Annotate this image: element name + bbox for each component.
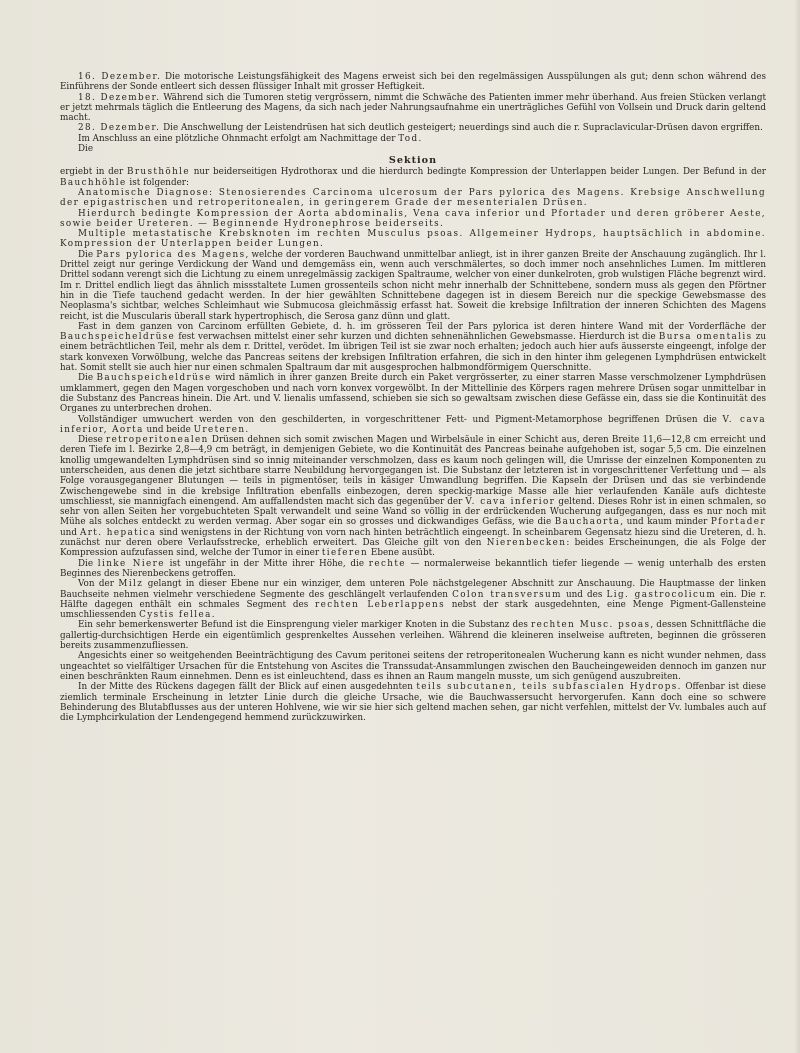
- paragraph-p13: [60, 415, 766, 436]
- body-text: Die: [78, 144, 94, 155]
- paragraph-p14: [60, 435, 766, 559]
- spaced-emphasis-text: Tod.: [398, 133, 423, 144]
- spaced-emphasis-text: V. cava inferior: [465, 496, 556, 507]
- body-text: und beide: [143, 424, 194, 435]
- text-block-before-heading: [60, 72, 766, 154]
- body-text: geltend. Dieses Rohr ist in einen schmalen, so sehr von allen Seiten her vorgebuchteten Spalt verwandelt und seine Wand so völlig in der erdrückenden Wucherung aufgegangen, dass es nur noch mit Mühe als solches entdeckt zu werden vermag. Aber sogar ein so grosses und dickwandiges Gefäss, wie die: [60, 496, 766, 528]
- spaced-emphasis-text: 18. Dezember.: [78, 92, 161, 103]
- text-block-after-heading: [60, 167, 766, 723]
- spaced-emphasis-text: Hierdurch bedingte Kompression der Aorta abdominalis, Vena cava inferior und Pfortader und deren gröberer Aeste, sowie beider Ureteren. — Beginnende Hydronephrose beiderseits.: [60, 208, 766, 229]
- body-text: : beides Erscheinungen, die als Folge der Kompression aufzufassen sind, welche der Tumor in einer: [60, 538, 766, 559]
- body-text: Diese: [78, 435, 106, 446]
- spaced-emphasis-text: Ureteren.: [193, 424, 250, 435]
- spaced-emphasis-text: Anatomische Diagnose: Stenosierendes Carcinoma ulcerosum der Pars pylorica des Magens. Krebsige Anschwellung der epigastrischen und retroperitonealen, in geringerem Grade der mesenterialen Drüsen.: [60, 187, 766, 209]
- paragraph-p2: [60, 93, 766, 124]
- body-text: und des: [561, 589, 607, 600]
- body-text: Fast in dem ganzen von Carcinom erfüllten Gebiete, d. h. im grösseren Teil der Pars pylorica ist deren hintere Wand mit der Vorderfläche der: [78, 321, 766, 332]
- body-text: ergiebt in der: [60, 167, 127, 178]
- spaced-emphasis-text: Lig. gastrocolicum: [606, 589, 717, 600]
- paragraph-p11: [60, 322, 766, 373]
- body-text: Drüsen dehnen sich somit zwischen Magen und Wirbelsäule in einer Schicht aus, deren Breite 11,6—12,8 cm erreicht und deren Tiefe im l. Bezirke 2,8—4,9 cm beträgt, in demjenigen Gebiete, wo die Kontinuität des Pancreas beinahe aufgehoben ist, sogar 5,5 cm. Die einzelnen knollig umgewandelten Lymphdrüsen sind so innig miteinander verschmolzen, dass es kaum noch gelingen will, die Umrisse der einzelnen Komponenten zu unterscheiden, aus denen die jetzt sichtbare starre Neubildung hervorgegangen ist. Die Substanz der letzteren ist in vorgeschrittener Verfettung und — als Folge vorausgegangener Blutungen — teils in pigmentöser, teils in käsiger Umwandlung begriffen. Die Kapseln der Drüsen und das sie verbindende Zwischengewebe sind in die krebsige Infiltration ebenfalls einbezogen, deren speckig-markige Masse alle hier verlaufenden Kanäle aufs dichteste umschliesst, sie mannigfach einengend. Am auffallendsten macht sich das gegenüber der: [60, 435, 766, 507]
- body-text: Die Anschwellung der Leistendrüsen hat sich deutlich gesteigert; neuerdings sind auch die r. Supraclavicular-Drüsen davon ergriffen.: [160, 123, 763, 134]
- spaced-emphasis-text: linke Niere: [97, 558, 165, 569]
- paragraph-p19: [60, 682, 766, 723]
- body-text: und: [60, 527, 80, 538]
- body-text: Während sich die Tumoren stetig vergrössern, nimmt die Schwäche des Patienten immer mehr überhand. Aus freien Stücken verlangt er jetzt mehrmals täglich die Entleerung des Magens, da sich nach jeder Nahrungsaufnahme ein unerträgliches Gefühl von Vollsein und Druck darin geltend macht.: [60, 92, 766, 124]
- body-text: gelangt in dieser Ebene nur ein winziger, dem unteren Pole nächstgelegener Abschnitt zur Anschauung. Die Hauptmasse der linken Bauchseite nehmen vielmehr verschiedene Segmente des geschlängelt verlaufenden: [60, 579, 766, 600]
- paragraph-p8: [60, 209, 766, 230]
- body-text: — normalerweise bekanntlich tiefer liegende — wenig unterhalb des ersten Beginnes des Nierenbeckens getroffen.: [60, 558, 766, 579]
- body-text: Die: [78, 373, 97, 384]
- paragraph-p5: [60, 144, 766, 154]
- spaced-emphasis-text: 16. Dezember.: [78, 72, 162, 82]
- body-text: Ein sehr bemerkenswerter Befund ist die Einsprengung vieler markiger Knoten in die Substanz des: [78, 620, 532, 631]
- spaced-emphasis-text: rechten Leberlappens: [315, 599, 445, 610]
- spaced-emphasis-text: Bauchaorta: [554, 517, 621, 528]
- spaced-emphasis-text: Bauchspeicheldrüse: [60, 332, 176, 343]
- spaced-emphasis-text: Nierenbecken: [486, 538, 567, 549]
- body-text: zu einem beträchtlichen Teil, mehr als dem r. Drittel, verödet. Im übrigen Teil ist sie zwar noch erhalten; jedoch auch hier aufs äusserste eingeengt, infolge der stark konvexen Vorwölbung, welche das Pancreas seitens der krebsigen Infiltration erfahren, die sich in den hinter ihm gelegenen Lymphdrüsen entwickelt hat. Somit stellt sie auch hier nur einen schmalen Spaltraum dar mit ausgesprochen halbmondförmigem Querschnitte.: [60, 332, 766, 374]
- body-text: ist folgender:: [126, 177, 189, 188]
- paragraph-p7: [60, 188, 766, 209]
- body-text: Die motorische Leistungsfähigkeit des Magens erweist sich bei den regelmässigen Ausspülungen als gut; denn schon während des Einführens der Sonde entleert sich dessen flüssiger Inhalt mit grosser Heftigkeit.: [60, 72, 766, 93]
- paragraph-p18: [60, 651, 766, 682]
- body-text: Vollständiger umwuchert werden von den geschilderten, in vorgeschrittener Fett- und Pigment-Metamorphose begriffenen Drüsen die: [78, 414, 723, 425]
- spaced-emphasis-text: Bursa omentalis: [658, 332, 753, 343]
- paragraph-p10: [60, 250, 766, 322]
- body-text: nebst der stark ausgedehnten, eine Menge Pigment-Gallensteine umschliessenden: [60, 599, 766, 621]
- body-text: fest verwachsen mittelst einer sehr kurzen und dichten sehnenähnlichen Gewebsmasse. Hierdurch ist die: [175, 332, 659, 343]
- body-text: Von der: [78, 579, 119, 590]
- body-text: Ebene ausübt.: [368, 548, 435, 559]
- spaced-emphasis-text: Pfortader: [710, 517, 766, 528]
- body-text: wird nämlich in ihrer ganzen Breite durch ein Paket vergrösserter, zu einer starren Masse verschmolzener Lymphdrüsen umklammert, gegen den Magen vorgeschoben und nach vorn konvex vorgewölbt. In der Mittellinie des Körpers ragen mehrere Drüsen sogar unmittelbar in die Substanz des Pancreas hinein. Die Art. und V. lienalis umfassend, schieben sie sich so gewaltsam zwischen diese Gefässe ein, dass sie die Kontinuität des Organes zu unterbrechen drohen.: [60, 373, 766, 415]
- spaced-emphasis-text: Brusthöhle: [126, 167, 190, 178]
- spaced-emphasis-text: retroperitonealen: [105, 435, 209, 446]
- body-text: , und kaum minder: [620, 517, 711, 528]
- spaced-emphasis-text: tieferen: [321, 548, 369, 559]
- body-text: Offenbar ist diese ziemlich terminale Erscheinung in letzter Linie durch die gleiche Ursache, wie die Bauchwassersucht hervorgerufen. Kann doch eine so schwere Behinderung des Blutabflusses aus der unteren Hohlvene, wie wir sie hier sich geltend machen sehen, gar nicht verfehlen, mittelst der Vv. lumbales auch auf die Lymphcirkulation der Lendengegend hemmend zurückzuwirken.: [60, 682, 766, 724]
- spaced-emphasis-text: Multiple metastatische Krebsknoten im rechten Musculus psoas. Allgemeiner Hydrops, hauptsächlich in abdomine. Kompression der Unterlappen beider Lungen.: [60, 229, 766, 250]
- body-text: Im Anschluss an eine plötzliche Ohnmacht erfolgt am Nachmittage der: [78, 133, 399, 144]
- body-text: sind wenigstens in der Richtung von vorn nach hinten beträchtlich eingeengt. In scheinbarem Gegensatz hiezu sind die Ureteren, d. h. zunächst nur deren obere Verlaufsstrecke, erheblich erweitert. Das Gleiche gilt von den: [60, 527, 767, 549]
- spaced-emphasis-text: Bauchspeicheldrüse: [96, 373, 212, 384]
- paragraph-p4: [60, 134, 766, 144]
- spaced-emphasis-text: Art. hepatica: [79, 527, 157, 538]
- body-text: ist ungefähr in der Mitte ihrer Höhe, die: [164, 558, 369, 569]
- body-text: Angesichts einer so weitgehenden Beeinträchtigung des Cavum peritonei seitens der retroperitonealen Wucherung kann es nicht wunder nehmen, dass ungeachtet so vielfältiger Ursachen für die Entstehung von Ascites die Transsudat-Ansammlungen zwischen den Baucheingeweiden dennoch im ganzen nur einen beschränkten Raum einnehmen. Denn es ist einleuchtend, dass es ihnen an Raum mangeln musste, um sich genügend auszubreiten.: [60, 651, 766, 682]
- paragraph-p9: [60, 229, 766, 250]
- body-text: Die: [78, 558, 98, 569]
- spaced-emphasis-text: rechten Musc. psoas: [531, 620, 651, 631]
- body-text: , dessen Schnittfläche die gallertig-durchsichtigen Herde ein eigentümlich gesprenkeltes Aussehen verleihen. Während die kleineren inselweise auftreten, beginnen die grösseren bereits zusammenzufliessen.: [60, 620, 767, 652]
- paragraph-p15: [60, 559, 766, 580]
- body-text: , welche der vorderen Bauchwand unmittelbar anliegt, ist in ihrer ganzen Breite der Anschauung zugänglich. Ihr l. Drittel zeigt nur geringe Verdickung der Wand und demgemäss ein, wenn auch verschmälertes, so doch immer noch ansehnliches Lumen. Im mittleren Drittel sodann verengt sich die Lichtung zu einem unregelmässig zackigen Spaltraume, welcher von einer dunkelroten, grob wulstigen Fläche begrenzt wird. Im r. Drittel endlich liegt das ähnlich missstaltete Lumen grossenteils schon nicht mehr innerhalb der Schnittebene, sondern muss als gegen den Pförtner hin in die Tiefe tauchend gedacht werden. In der hier gewählten Schnittebene dagegen ist in diesem Bereich nur die speckige Gewebsmasse des Neoplasma's sichtbar, welches Schleimhaut wie Submucosa gleichmässig erfasst hat. Soweit die krebsige Infiltration der inneren Schichten des Magens reicht, ist die Muscularis überall stark hypertrophisch, die Serosa ganz dünn und glatt.: [60, 249, 766, 322]
- paragraph-p12: [60, 373, 766, 414]
- body-text: In der Mitte des Rückens dagegen fällt der Blick auf einen ausgedehnten: [78, 682, 417, 693]
- spaced-emphasis-text: Colon transversum: [452, 589, 562, 600]
- paragraph-p1: [60, 72, 766, 93]
- body-text: ein. Die r. Hälfte dagegen enthält ein schmales Segment des: [60, 589, 767, 610]
- body-text: nur beiderseitigen Hydrothorax und die hierdurch bedingte Kompression der Unterlappen beider Lungen. Der Befund in der: [190, 167, 767, 178]
- spaced-emphasis-text: rechte: [368, 558, 406, 569]
- section-heading: Sektion: [388, 155, 438, 167]
- spaced-emphasis-text: Bauchhöhle: [60, 177, 127, 188]
- paragraph-p16: [60, 579, 766, 620]
- spaced-emphasis-text: Pars pylorica des Magens: [96, 249, 246, 260]
- body-text: Die: [78, 249, 97, 260]
- paragraph-p3: [60, 123, 766, 133]
- paragraph-p17: [60, 620, 766, 651]
- spaced-emphasis-text: teils subcutanen, teils subfascialen Hydrops.: [416, 682, 682, 693]
- paragraph-p6: [60, 167, 766, 188]
- spaced-emphasis-text: 28. Dezember.: [78, 123, 161, 134]
- spaced-emphasis-text: Milz: [118, 579, 144, 590]
- spaced-emphasis-text: Cystis fellea.: [139, 610, 216, 621]
- spaced-emphasis-text: V. cava inferior, Aorta: [60, 414, 766, 435]
